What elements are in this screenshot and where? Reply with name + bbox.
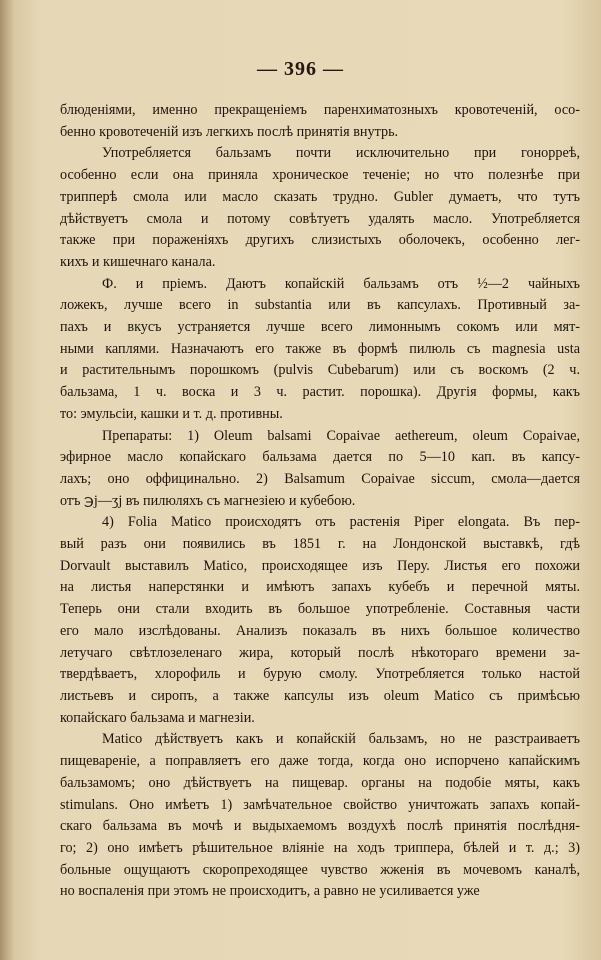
text-line: но воспаленія при этомъ не происходитъ, а равно не усиливается уже [60, 883, 480, 900]
page-number: — 396 — [257, 58, 344, 80]
text-line: бальзама, 1 ч. воска и 3 ч. растит. порошка). Другія формы, какъ [60, 384, 580, 401]
text-line: дѣйствуетъ смола и потому совѣтуетъ удалять масло. Употребляется [60, 210, 580, 227]
text-line: эфирное масло копайскаго бальзама дается по 5—10 кап. въ капсу- [60, 449, 580, 466]
text-line: бенно кровотеченій изъ легкихъ послѣ принятія внутрь. [60, 123, 399, 140]
text-line: твердѣваетъ, хлорофиль и бурую смолу. Употребляется только настой [60, 666, 580, 683]
text-line: блюденіями, именно прекращеніемъ паренхиматозныхъ кровотеченій, осо- [60, 102, 580, 118]
text-line: лахъ; оно оффицинально. 2) Balsamum Copaivae siccum, смола—дается [60, 470, 580, 487]
text-line: Ф. и пріемъ. Даютъ копайскій бальзамъ отъ ½—2 чайныхъ [102, 275, 580, 292]
text-line: 4) Folia Matico происходятъ отъ растенія Piper elongata. Въ пер- [102, 514, 580, 531]
text-line: пищевареніе, а поправляетъ его даже тогда, когда оно испорчено капайскимъ [60, 753, 580, 770]
text-line: Теперь они стали входить въ большое употребленіе. Составныя части [60, 601, 580, 618]
text-line: Препараты: 1) Oleum balsami Copaivae aethereum, oleum Copaivae, [102, 427, 580, 444]
text-line: stimulans. Оно имѣетъ 1) замѣчательное свойство уничтожать запахъ копай- [60, 796, 580, 813]
text-line: и растительнымъ порошкомъ (pulvis Cubebarum) или съ воскомъ (2 ч. [60, 362, 580, 379]
text-line: отъ ℈j—ʒj въ пилюляхъ съ магнезіею и кубебою. [60, 492, 356, 509]
text-line: трипперѣ смола или масло сказать трудно. Gubler думаетъ, что тутъ [60, 188, 580, 205]
text-line: го; 2) оно имѣетъ рѣшительное вліяніе на ходъ триппера, бѣлей и т. д.; 3) [60, 839, 580, 856]
text-line: копайскаго бальзама и магнезіи. [60, 709, 255, 726]
body-text [60, 100, 580, 903]
text-line: вый разъ они появились въ 1851 г. на Лондонской выставкѣ, гдѣ [60, 536, 580, 553]
text-line: Употребляется бальзамъ почти исключительно при гонорреѣ, [102, 145, 580, 162]
text-line: кихъ и кишечнаго канала. [60, 253, 216, 270]
text-line: летучаго свѣтлозеленаго жира, который послѣ нѣкотораго времени за- [60, 644, 580, 661]
text-line: также при пораженіяхъ другихъ слизистыхъ оболочекъ, особенно лег- [60, 232, 580, 249]
text-line: на листья наперстянки и имѣютъ запахъ кубебъ и перечной мяты. [60, 579, 580, 596]
text-line: его мало изслѣдованы. Анализъ показалъ въ нихъ большое количество [60, 622, 580, 639]
text-line: то: эмульсіи, кашки и т. д. противны. [60, 405, 283, 422]
text-line: листьевъ и сиропъ, а также капсулы изъ oleum Matico съ примѣсью [60, 687, 580, 704]
text-line: особенно если она приняла хроническое теченіе; но что полезнѣе при [60, 167, 580, 184]
text-line: бальзамомъ; оно дѣйствуетъ на пищевар. органы на подобіе мяты, какъ [60, 774, 580, 791]
text-line: пахъ и вкусъ устраняется лучше всего лимоннымъ сокомъ или мят- [60, 319, 580, 336]
text-line: Dorvault выставилъ Matico, происходящее изъ Перу. Листья его похожи [60, 557, 580, 574]
text-line: ными каплями. Назначаютъ его также въ формѣ пилюль съ magnesia usta [60, 340, 580, 357]
text-line: скаго бальзама въ мочѣ и выдыхаемомъ воздухѣ послѣ принятія послѣдня- [60, 818, 580, 835]
text-line: Matico дѣйствуетъ какъ и копайскій бальзамъ, но не разстраиваетъ [102, 731, 580, 748]
text-line: больные ощущаютъ скоропреходящее чувство жженія въ мочевомъ каналѣ, [60, 861, 580, 878]
text-line: ложекъ, лучше всего in substantia или въ капсулахъ. Противный за- [60, 297, 580, 314]
